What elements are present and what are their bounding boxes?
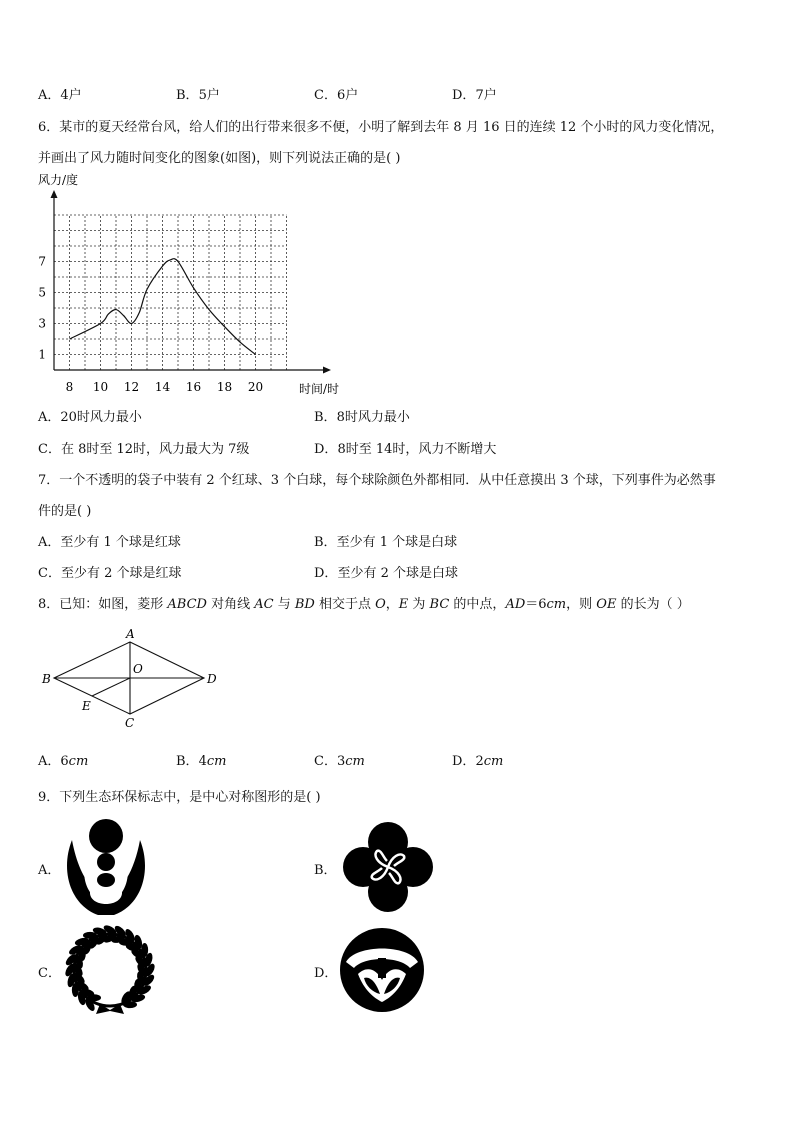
label-c: C [125,716,135,730]
q6-option-b: B．8时风力最小 [314,410,410,425]
label-e: E [82,699,91,713]
x-tick-label: 12 [123,380,140,394]
y-axis-label: 风力/度 [38,173,79,187]
q8-option-b: B．4cm [176,754,227,769]
x-tick-label: 10 [92,380,109,394]
chart-axes [51,190,332,374]
q7-option-b: B．至少有 1 个球是白球 [314,535,458,550]
q9-option-a-label: A． [38,863,61,878]
q5-option-c: C．6户 [314,88,359,103]
x-tick-label: 20 [247,380,264,394]
y-tick-label: 5 [38,285,46,300]
chart-ticks [38,255,263,395]
y-tick-label: 3 [38,316,46,331]
label-a: A [126,627,135,641]
q8-stem: 8．已知：如图，菱形 ABCD 对角线 AC 与 BD 相交于点 O，E 为 BC 的中点，AD＝6cm，则 OE 的长为（ ） [38,597,690,612]
x-tick-label: 16 [185,380,202,394]
q7-option-c: C．至少有 2 个球是红球 [38,566,182,581]
q8-option-a: A．6cm [38,754,89,769]
q6-stem-line2: 并画出了风力随时间变化的图象(如图)，则下列说法正确的是( ) [38,151,401,166]
q8-option-c: C．3cm [314,754,365,769]
q8-option-d: D．2cm [452,754,504,769]
x-tick-label: 14 [154,380,171,394]
x-tick-label: 18 [216,380,233,394]
q9-option-b-label: B． [314,863,337,878]
q9-option-c-label: C． [38,966,61,981]
x-axis-arrow [323,367,331,374]
q6-stem-line1: 6．某市的夏天经常台风，给人们的出行带来很多不便，小明了解到去年 8 月 16 日的连续 12 个小时的风力变化情况， [38,120,724,135]
label-b: B [42,672,51,686]
y-axis-arrow [51,190,58,198]
x-tick-label: 8 [65,380,74,394]
q9-option-d-label: D． [314,966,338,981]
q7-option-d: D．至少有 2 个球是白球 [314,566,458,581]
label-d: D [207,672,217,686]
q7-stem-line1: 7．一个不透明的袋子中装有 2 个红球、3 个白球，每个球除颜色外都相同．从中任意摸出 3 个球，下列事件为必然事 [38,473,716,488]
q5-option-d: D．7户 [452,88,497,103]
label-o: O [133,662,143,676]
q7-stem-line2: 件的是( ) [38,504,92,519]
q6-option-a: A．20时风力最小 [38,410,142,425]
q6-option-c: C．在 8时至 12时，风力最大为 7级 [38,442,250,457]
chart-grid [54,215,287,370]
x-axis-label: 时间/时 [299,382,340,396]
q5-option-a: A．4户 [38,88,82,103]
q7-option-a: A．至少有 1 个球是红球 [38,535,181,550]
y-tick-label: 7 [38,254,46,269]
q9-stem: 9．下列生态环保标志中，是中心对称图形的是( ) [38,790,321,805]
y-tick-label: 1 [38,347,46,362]
q5-option-b: B．5户 [176,88,220,103]
q6-option-d: D．8时至 14时，风力不断增大 [314,442,497,457]
